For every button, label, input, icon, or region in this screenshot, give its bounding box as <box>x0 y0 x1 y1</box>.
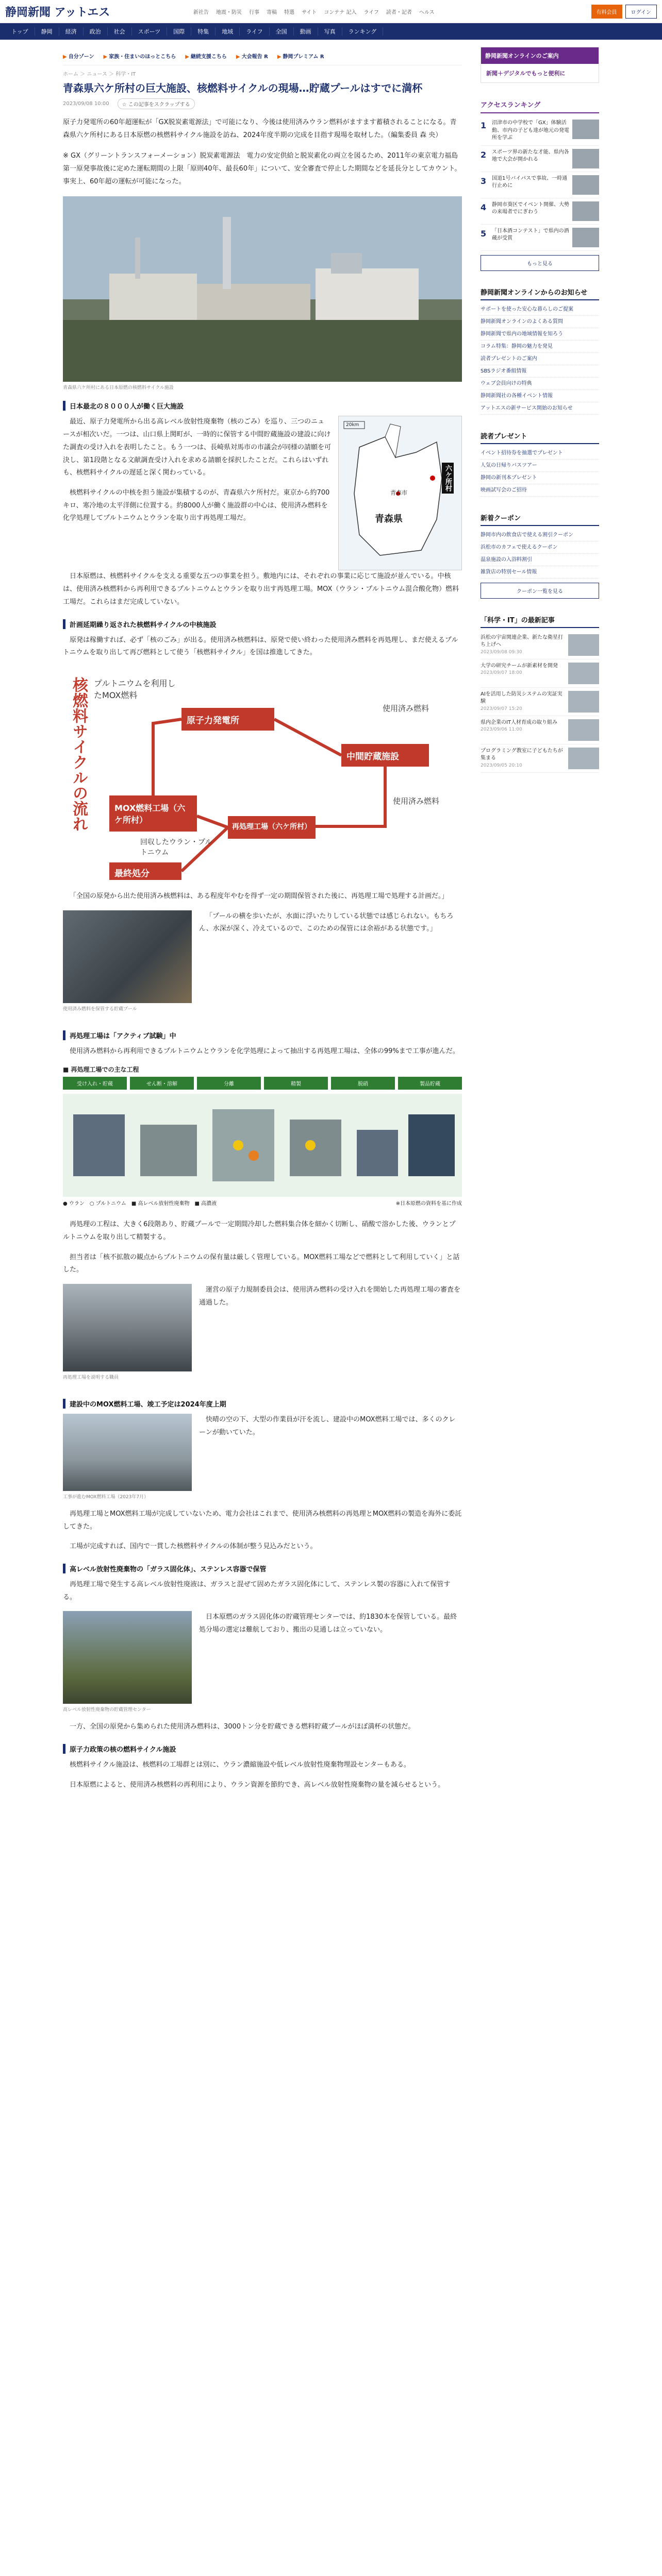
services-title: 静岡新聞オンラインからのお知らせ <box>481 284 599 300</box>
ranking-block <box>481 96 599 271</box>
category-tab[interactable]: 地域 <box>216 27 240 36</box>
photo-caption: 青森県六ケ所村にある日本原燃の核燃料サイクル施設 <box>63 385 174 391</box>
process-step: 精製 <box>264 1077 328 1090</box>
ranking-item[interactable]: 5 「日本酒コンテスト」で県内の酒蔵が受賞 <box>481 225 599 251</box>
diagram-label-spent-2: 使用済み燃料 <box>393 796 440 806</box>
ranking-thumbnail <box>572 149 599 168</box>
article-paragraph: 日本原燃のガラス固化体の貯蔵管理センターでは、約1830本を保管している。最終処分場の選定は難航しており、搬出の見通しは立っていない。 <box>199 1613 457 1634</box>
diagram-label-final: 最終処分 <box>114 868 150 879</box>
mox-plant-photo <box>63 1414 192 1491</box>
process-step: 受け入れ・貯蔵 <box>63 1077 127 1090</box>
news-thumbnail <box>568 748 599 769</box>
diagram-label-mox-plant: MOX燃料工場（六ケ所村） <box>114 803 186 825</box>
service-link[interactable]: SBSラジオ番組情報 <box>481 365 599 378</box>
coupon-link[interactable]: 浜松市のカフェで使えるクーポン <box>481 541 599 554</box>
photo-caption: 工事が進むMOX燃料工場（2023年7月） <box>63 1495 149 1500</box>
section-1-body <box>63 416 462 570</box>
coupon-link[interactable]: 温泉施設の入浴料割引 <box>481 554 599 566</box>
process-steps <box>63 1077 462 1090</box>
article-paragraph: 快晴の空の下、大型の作業員が汗を流し、建設中のMOX燃料工場では、多くのクレーンが動いていた。 <box>199 1416 456 1436</box>
service-link[interactable]: ウェブ会員向けの特典 <box>481 378 599 390</box>
article-paragraph: 再処理の工程は、大きく6段階あり、貯蔵プールで一定期間冷却した燃料集合体を細かく切断し、硝酸で溶かした後、ウランとプルトニウムを取り出して精製する。 <box>63 1221 456 1241</box>
map-prefecture-label: 青森県 <box>375 514 403 525</box>
article-date: 2023/09/08 10:00 <box>63 101 109 107</box>
present-link[interactable]: イベント招待券を抽選でプレゼント <box>481 447 599 460</box>
bookmark-icon: ☆ <box>122 102 128 108</box>
ranking-thumbnail <box>572 228 599 247</box>
ranking-thumbnail <box>572 120 599 139</box>
article-title: 青森県六ケ所村の巨大施設、核燃料サイクルの現場…貯蔵プールはすでに満杯 <box>63 82 423 94</box>
article-paragraph: 最近、原子力発電所から出る高レベル放射性廃棄物（核のごみ）を巡り、三つのニュースが相次いだ。一つは、山口県上関町が、一時的に保管する中間貯蔵施設の建設に向けた調査の受け入れを表明したこと。もう一つは、長崎県対馬市の市議会が同様の請願を可決し、第1段階となる文献調査受け入れを求める請願を採択したことだ。これらはいずれも、核燃料サイクルの遅延と深く関わっている。 <box>63 418 332 477</box>
article-paragraph: 核燃料サイクルの中核を担う施設が集積するのが、青森県六ケ所村だ。東京から約700キロ、寒冷地の太平洋側に位置する。約8000人が働く施設群の中心は、使用済み燃料を化学処理してプルトニウムとウランを取り出す再処理工場だ。 <box>63 488 330 522</box>
promo-link[interactable]: ▶ 継続支援こちら <box>185 54 227 60</box>
ranking-thumbnail <box>572 175 599 195</box>
category-tab[interactable]: 静岡 <box>35 27 59 36</box>
science-news-item[interactable]: 県内企業のIT人材育成の取り組み 2023/09/06 11:00 <box>481 716 599 744</box>
article-paragraph: 一方、全国の原発から集められた使用済み燃料は、3000トン分を貯蔵できる燃料貯蔵プールがほぼ満杯の状態だ。 <box>70 1723 415 1731</box>
section-heading: 高レベル放射性廃棄物の「ガラス固化体」、ステンレス容器で保管 <box>63 1564 462 1573</box>
diagram-label-npp: 原子力発電所 <box>187 715 239 726</box>
sidebar <box>481 47 599 1799</box>
article-paragraph: 日本原燃によると、使用済み核燃料の再利用により、ウラン資源を節約でき、高レベル放射性廃棄物の量を減らせるという。 <box>70 1781 445 1789</box>
arrow-icon: ▶ <box>277 54 282 60</box>
service-link[interactable]: 静岡新聞社の各種イベント情報 <box>481 390 599 402</box>
photo-caption: 高レベル放射性廃棄物の貯蔵管理センター <box>63 1707 151 1713</box>
diagram-label-interim: 中間貯蔵施設 <box>346 751 399 762</box>
header-nav-item[interactable]: ヘルス <box>419 9 435 15</box>
category-tab[interactable]: 写真 <box>318 27 342 36</box>
photo-caption: 使用済み燃料を保管する貯蔵プール <box>63 1006 137 1012</box>
article-paragraph: 再処理工場とMOX燃料工場が完成していないため、電力会社はこれまで、使用済み核燃料の再処理とMOX燃料の製造を海外に委託してきた。 <box>63 1510 462 1531</box>
arrow-icon: ▶ <box>103 54 108 60</box>
vitrified-waste-photo <box>63 1611 192 1704</box>
article-paragraph: 再処理工場で発生する高レベル放射性廃液は、ガラスと混ぜて固めたガラス固化体にして、ステンレス製の容器に入れて保管する。 <box>63 1581 451 1601</box>
header-nav-item[interactable]: コンテナ 記入 <box>324 9 357 15</box>
section-heading: 計画延期繰り返された核燃料サイクルの中核施設 <box>63 619 462 629</box>
map-place-aomori: 青森市 <box>390 489 407 497</box>
section-heading: 日本最北の８０００人が働く巨大施設 <box>63 401 462 411</box>
category-tab[interactable]: ランキング <box>342 27 384 36</box>
category-tab[interactable]: 経済 <box>59 27 84 36</box>
diagram-label-mox-fuel: プルトニウムを利用したMOX燃料 <box>94 678 176 700</box>
news-thumbnail <box>568 719 599 741</box>
diagram-label-recovered: 回収したウラン・プルトニウム <box>140 838 212 857</box>
header-nav-item[interactable]: 読者・記者 <box>386 9 412 15</box>
ranking-more-button[interactable]: もっと見る <box>481 255 599 271</box>
header-nav-item[interactable]: 新社告 <box>193 9 209 15</box>
article-lead: 原子力発電所の60年超運転が「GX脱炭素電源法」で可能になり、今後は使用済みウラン燃料がますます蓄積されることになる。青森県六ケ所村にある日本原燃の核燃料サイクル施設を訪ね、2024年度半期の完成を目指す現場を取材した。（編集委員 森 央） <box>63 118 457 139</box>
coupon-block <box>481 510 599 599</box>
map-place-rokkasho: 六ケ所村 <box>442 463 454 494</box>
aomori-map <box>338 416 462 570</box>
science-news-item[interactable]: AIを活用した防災システムの実証実験 2023/09/07 15:20 <box>481 688 599 716</box>
reprocessing-source: ※日本原燃の資料を基に作成 <box>395 1201 462 1207</box>
diagram-label-spent-1: 使用済み燃料 <box>383 703 429 713</box>
header-nav-item[interactable]: ライフ <box>363 9 379 15</box>
service-link[interactable]: コラム特集：静岡の魅力を発見 <box>481 341 599 353</box>
article-paragraph: 原発は稼働すれば、必ず「核のごみ」が出る。使用済み核燃料は、原発で使い終わった使用済み燃料を再処理し、まだ使えるプルトニウムを取り出して再び燃料として使う「核燃料サイクル」を国は推進してきた。 <box>63 636 458 657</box>
facility-photo-illustration <box>63 196 462 382</box>
login-button[interactable]: ログイン <box>625 5 657 19</box>
article-paragraph: 運営の原子力規制委員会は、使用済み燃料の受け入れを開始した再処理工場の審査を通過した。 <box>199 1286 461 1307</box>
service-link[interactable]: 静岡新聞で県内の地域情報を知ろう <box>481 328 599 341</box>
arrow-icon: ▶ <box>63 54 67 60</box>
staff-photo <box>63 1284 192 1371</box>
ranking-thumbnail <box>572 201 599 221</box>
service-link[interactable]: サポートを使った安心な暮らしのご提案 <box>481 303 599 316</box>
science-block <box>481 612 599 773</box>
ranking-item[interactable]: 1 沼津市の中学校で「GX」体験活動、市内の子ども達が地元の発電所を学ぶ <box>481 116 599 146</box>
header-nav-item[interactable]: 地震・防災 <box>216 9 242 15</box>
coupon-link[interactable]: 雑貨店の特別セール情報 <box>481 566 599 579</box>
fuel-cycle-diagram <box>63 667 462 888</box>
premium-title: 静岡新聞オンラインのご案内 <box>481 47 599 64</box>
coupon-link[interactable]: 静岡市内の飲食店で使える割引クーポン <box>481 529 599 541</box>
category-tab[interactable]: 政治 <box>84 27 108 36</box>
article-note: ※ GX（グリーントランスフォーメーション）脱炭素電源法 電力の安定供給と脱炭素化の両立を図るため、2011年の東京電力福島第一原発事故後に定めた運転期間の上限「原則40年、最長60年」について、安全審査で停止した期間などを延長分としてカウント。事実上、60年超の運転が可能になった。 <box>63 152 461 185</box>
premium-sub: 新聞＋デジタルでもっと便利に <box>486 70 566 77</box>
arrow-icon: ▶ <box>236 54 240 60</box>
map-scale: 20km <box>346 422 359 428</box>
science-news-item[interactable]: 大学の研究チームが新素材を開発 2023/09/07 18:00 <box>481 659 599 688</box>
header-nav <box>191 8 588 15</box>
article-paragraph: 使用済み燃料から再利用できるプルトニウムとウランを化学処理によって抽出する再処理工場は、全体の99%まで工事が進んだ。 <box>70 1047 459 1055</box>
article-paragraph: 工場が完成すれば、国内で一貫した核燃料サイクルの体制が整う見込みだという。 <box>70 1543 317 1551</box>
present-link[interactable]: 人気の日帰りバスツアー <box>481 460 599 472</box>
site-header <box>0 0 662 23</box>
bookmark-button[interactable]: ☆ この記事をスクラップする <box>118 98 195 109</box>
present-link[interactable]: 静岡の新刊本プレゼント <box>481 472 599 484</box>
promo-link[interactable]: ▶ 静岡プレミアム R <box>277 54 324 60</box>
section-4-photo-block <box>63 1414 462 1508</box>
photo-caption: 再処理工場を説明する職員 <box>63 1375 119 1380</box>
service-link[interactable]: 読者プレゼントのご案内 <box>481 353 599 365</box>
category-nav <box>0 23 662 40</box>
storage-pool-photo <box>63 910 192 1003</box>
section-heading: 建設中のMOX燃料工場、竣工予定は2024年度上期 <box>63 1399 462 1409</box>
article-paragraph: 「プールの横を歩いたが、水面に浮いたりしている状態では感じられない。もちろん、水深が深く、冷えているので、このための保管には余裕がある状態です。」 <box>199 912 454 933</box>
header-nav-item[interactable]: 行事 <box>249 9 259 15</box>
article-main <box>63 47 462 1799</box>
news-thumbnail <box>568 691 599 713</box>
article-paragraph: 核燃料サイクル施設は、核燃料の工場群とは別に、ウラン濃縮施設や低レベル放射性廃棄物埋設センターもある。 <box>70 1761 410 1769</box>
breadcrumb[interactable]: ホーム ＞ ニュース ＞ 科学・IT <box>63 72 136 77</box>
category-tab[interactable]: 全国 <box>270 27 294 36</box>
ranking-item[interactable]: 4 静岡市葵区でイベント開催、大勢の来場者でにぎわう <box>481 198 599 225</box>
section-3-photo-block <box>63 1284 462 1388</box>
category-tab[interactable]: 動画 <box>294 27 318 36</box>
process-step: 分離 <box>197 1077 261 1090</box>
present-link[interactable]: 映画試写会のご招待 <box>481 484 599 497</box>
diagram-label-reprocessing: 再処理工場（六ケ所村） <box>232 822 311 831</box>
reprocessing-legend: ● ウラン ○ プルトニウム ■ 高レベル放射性廃棄物 ■ 高濃液 <box>63 1201 217 1207</box>
arrow-icon: ▶ <box>185 54 189 60</box>
ranking-item[interactable]: 3 国道1号バイパスで事故、一時通行止めに <box>481 172 599 198</box>
reprocessing-illustration <box>63 1094 462 1197</box>
section-heading: 再処理工場は「アクティブ試験」中 <box>63 1030 462 1040</box>
process-step: せん断・溶解 <box>130 1077 194 1090</box>
promo-link[interactable]: ▶ 自分ゾーン <box>63 54 94 60</box>
main-photo <box>63 196 462 382</box>
category-tab[interactable]: トップ <box>5 27 35 36</box>
category-tab[interactable]: 社会 <box>108 27 132 36</box>
header-nav-item[interactable]: 特選 <box>284 9 294 15</box>
article-paragraph: 「全国の原発から出た使用済み核燃料は、ある程度年やむを得ず一定の期間保管された後に、再処理工場で処理する計画だ。」 <box>70 892 449 900</box>
site-logo[interactable]: 静岡新聞 アットエス <box>5 5 110 19</box>
category-tab[interactable]: 特集 <box>191 27 216 36</box>
article-paragraph: 日本原燃は、核燃料サイクルを支える重要な五つの事業を担う。敷地内には、それぞれの事業に応じて施設が並んでいる。中核は、使用済み核燃料から再利用できるプルトニウムとウランを取り出す再処理工場。MOX（ウラン・プルトニウム混合酸化物）燃料工場だ。これらはまだ完成していない。 <box>63 572 459 606</box>
ranking-item[interactable]: 2 スポーツ界の新たな才能、県内各地で大会が開かれる <box>481 146 599 172</box>
coupon-title: 新着クーポン <box>481 510 599 526</box>
reprocessing-diagram-title: ■ 再処理工場での主な工程 <box>63 1066 139 1074</box>
process-step: 脱硝 <box>331 1077 395 1090</box>
premium-banner[interactable] <box>481 47 599 83</box>
promo-link[interactable]: ▶ 家族・住まいのほっとこちら <box>103 54 176 60</box>
section-2-photo-block <box>63 910 462 1020</box>
present-title: 読者プレゼント <box>481 428 599 444</box>
header-nav-item[interactable]: 寄稿 <box>267 9 277 15</box>
section-heading: 原子力政策の核の燃料サイクル施設 <box>63 1744 462 1754</box>
article-paragraph: 担当者は「核不拡散の観点からプルトニウムの保有量は厳しく管理している。MOX燃料工場などで燃料として利用していく」と話した。 <box>63 1253 460 1274</box>
process-step: 製品貯蔵 <box>398 1077 462 1090</box>
category-tab[interactable]: 国際 <box>167 27 191 36</box>
category-tab[interactable]: スポーツ <box>132 27 168 36</box>
coupon-list-button[interactable]: クーポン一覧を見る <box>481 583 599 599</box>
present-block <box>481 428 599 497</box>
service-link[interactable]: アットエスの新サービス開始のお知らせ <box>481 402 599 415</box>
section-5-photo-block <box>63 1611 462 1721</box>
ranking-title: アクセスランキング <box>481 96 599 113</box>
science-news-item[interactable]: プログラミング教室に子どもたちが集まる 2023/09/05 20:10 <box>481 744 599 773</box>
diagram-title: 核燃料サイクルの流れ <box>70 676 88 832</box>
science-news-item[interactable]: 浜松の宇宙関連企業、新たな衛星打ち上げへ 2023/09/08 09:30 <box>481 631 599 659</box>
promo-link[interactable]: ▶ 大会報告 R <box>236 54 268 60</box>
promo-links <box>63 47 462 65</box>
reprocessing-diagram <box>63 1065 462 1214</box>
article-meta <box>63 98 462 109</box>
subscribe-button[interactable]: 有料会員 <box>591 5 622 19</box>
news-thumbnail <box>568 634 599 656</box>
news-thumbnail <box>568 663 599 684</box>
services-block <box>481 284 599 415</box>
science-title: 「科学・IT」の最新記事 <box>481 612 599 628</box>
service-link[interactable]: 静岡新聞オンラインのよくある質問 <box>481 316 599 328</box>
category-tab[interactable]: ライフ <box>240 27 269 36</box>
header-nav-item[interactable]: サイト <box>302 9 317 15</box>
